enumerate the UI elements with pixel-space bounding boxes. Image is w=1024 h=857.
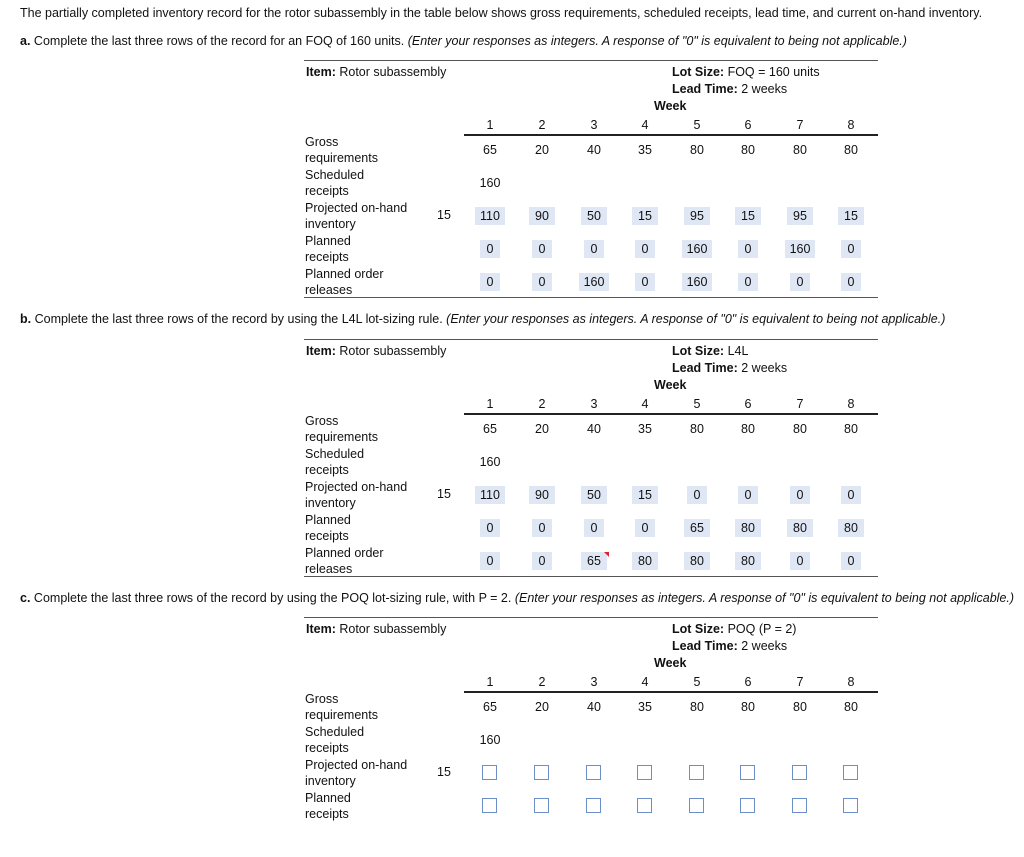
planned-receipts-input[interactable] <box>689 798 704 813</box>
lead-time-value: 2 weeks <box>741 639 788 653</box>
projected-on-hand-input[interactable] <box>740 765 755 780</box>
week-number: 3 <box>590 118 598 132</box>
week-number: 5 <box>693 397 701 411</box>
inventory-record <box>304 339 878 579</box>
inventory-record <box>304 617 878 857</box>
lead-time-value: 2 weeks <box>741 361 788 375</box>
row-label-line: Projected on-hand <box>305 201 408 215</box>
scheduled-receipts-cell: 160 <box>479 455 501 469</box>
planned-receipts-input[interactable] <box>534 798 549 813</box>
question-note: (Enter your responses as integers. A response of "0" is equivalent to being not applicable.) <box>514 591 1015 605</box>
planned-order-releases-cell[interactable]: 0 <box>480 273 500 291</box>
gross-requirements-cell: 40 <box>587 700 601 714</box>
gross-requirements-cell: 80 <box>793 422 807 436</box>
planned-receipts-input[interactable] <box>843 798 858 813</box>
item-header <box>306 344 446 358</box>
projected-on-hand-input[interactable] <box>534 765 549 780</box>
lot-size-label: Lot Size: <box>672 622 725 636</box>
planned-receipts-label <box>305 233 351 265</box>
row-label-line: Scheduled <box>305 725 365 739</box>
projected-on-hand-input[interactable] <box>637 765 652 780</box>
question-c <box>20 591 1014 605</box>
lot-size-value: FOQ = 160 units <box>727 65 820 79</box>
projected-on-hand-cell[interactable]: 110 <box>475 207 505 225</box>
row-label-line: requirements <box>305 430 378 444</box>
planned-receipts-cell[interactable]: 0 <box>480 519 500 537</box>
gross-requirements-cell: 65 <box>483 700 497 714</box>
week-number: 3 <box>590 397 598 411</box>
initial-on-hand: 15 <box>437 487 451 501</box>
projected-on-hand-cell[interactable]: 0 <box>841 486 861 504</box>
row-label-line: Gross <box>305 414 339 428</box>
planned-order-releases-cell[interactable]: 0 <box>532 552 552 570</box>
planned-order-releases-cell[interactable]: 80 <box>684 552 710 570</box>
question-label: c. <box>20 591 31 605</box>
planned-order-releases-cell[interactable]: 160 <box>579 273 609 291</box>
lead-time-label: Lead Time: <box>672 361 738 375</box>
lot-size-label: Lot Size: <box>672 344 725 358</box>
planned-receipts-cell[interactable]: 160 <box>682 240 712 258</box>
gross-requirements-cell: 80 <box>844 700 858 714</box>
lot-size-value: L4L <box>727 344 749 358</box>
week-number: 8 <box>847 118 855 132</box>
gross-requirements-cell: 35 <box>638 700 652 714</box>
planned-order-releases-cell[interactable]: 0 <box>635 273 655 291</box>
gross-requirements-label <box>305 691 378 723</box>
lot-size <box>672 622 796 636</box>
planned-receipts-cell[interactable]: 0 <box>635 519 655 537</box>
planned-order-releases-label <box>305 266 384 298</box>
projected-on-hand-cell[interactable]: 95 <box>684 207 710 225</box>
projected-on-hand-input[interactable] <box>689 765 704 780</box>
row-label-line: receipts <box>305 741 349 755</box>
projected-on-hand-input[interactable] <box>586 765 601 780</box>
projected-on-hand-cell[interactable]: 110 <box>475 486 505 504</box>
planned-order-releases-cell[interactable]: 0 <box>738 273 758 291</box>
row-label-line: Planned order <box>305 267 384 281</box>
gross-requirements-cell: 35 <box>638 143 652 157</box>
projected-on-hand-cell[interactable]: 15 <box>632 486 658 504</box>
planned-receipts-cell[interactable]: 65 <box>684 519 710 537</box>
row-label-line: requirements <box>305 151 378 165</box>
week-number: 5 <box>693 118 701 132</box>
projected-on-hand-label <box>305 200 407 232</box>
projected-on-hand-input[interactable] <box>843 765 858 780</box>
row-label-line: Projected on-hand <box>305 480 408 494</box>
item-header <box>306 65 446 79</box>
week-header: Week <box>654 656 687 670</box>
gross-requirements-cell: 80 <box>844 422 858 436</box>
planned-receipts-cell[interactable]: 0 <box>532 519 552 537</box>
question-label: b. <box>20 312 32 326</box>
planned-receipts-cell[interactable]: 80 <box>787 519 813 537</box>
week-rule <box>464 691 878 693</box>
week-number: 7 <box>796 675 804 689</box>
lead-time <box>672 639 787 653</box>
row-label-line: inventory <box>305 217 356 231</box>
gross-requirements-cell: 20 <box>535 422 549 436</box>
lead-time <box>672 82 787 96</box>
item-label: Item: <box>306 65 336 79</box>
gross-requirements-label <box>305 134 378 166</box>
row-label-line: Projected on-hand <box>305 758 408 772</box>
row-label-line: inventory <box>305 496 356 510</box>
scheduled-receipts-label <box>305 724 364 756</box>
week-number: 2 <box>538 397 546 411</box>
item-header <box>306 622 446 636</box>
scheduled-receipts-cell: 160 <box>479 176 501 190</box>
projected-on-hand-cell[interactable]: 15 <box>735 207 761 225</box>
planned-receipts-cell[interactable]: 80 <box>735 519 761 537</box>
question-b <box>20 312 945 326</box>
gross-requirements-cell: 35 <box>638 422 652 436</box>
week-number: 1 <box>486 397 494 411</box>
lead-time-label: Lead Time: <box>672 82 738 96</box>
planned-order-releases-cell[interactable]: 0 <box>841 552 861 570</box>
lot-size <box>672 65 820 79</box>
gross-requirements-cell: 80 <box>844 143 858 157</box>
row-label-line: Planned <box>305 234 351 248</box>
gross-requirements-cell: 40 <box>587 422 601 436</box>
projected-on-hand-cell[interactable]: 0 <box>790 486 810 504</box>
projected-on-hand-label <box>305 479 407 511</box>
gross-requirements-cell: 80 <box>741 143 755 157</box>
question-a <box>20 34 907 48</box>
planned-receipts-input[interactable] <box>586 798 601 813</box>
projected-on-hand-label <box>305 757 407 789</box>
planned-receipts-cell[interactable]: 160 <box>785 240 815 258</box>
row-label-line: Planned <box>305 513 351 527</box>
week-number: 5 <box>693 675 701 689</box>
row-label-line: Scheduled <box>305 447 365 461</box>
item-name: Rotor subassembly <box>339 65 447 79</box>
intro-text: The partially completed inventory record for the rotor subassembly in the table below shows gross requirements, scheduled receipts, lead time, and current on-hand inventory. <box>20 6 983 20</box>
planned-receipts-cell[interactable]: 0 <box>584 240 604 258</box>
question-label: a. <box>20 34 31 48</box>
week-number: 7 <box>796 397 804 411</box>
planned-order-releases-label <box>305 545 384 577</box>
error-flag-icon <box>604 552 609 557</box>
planned-receipts-cell[interactable]: 0 <box>480 240 500 258</box>
planned-receipts-cell[interactable]: 80 <box>838 519 864 537</box>
gross-requirements-label <box>305 413 378 445</box>
record-top-rule <box>304 60 878 61</box>
gross-requirements-cell: 80 <box>741 422 755 436</box>
inventory-record <box>304 60 878 300</box>
projected-on-hand-cell[interactable]: 0 <box>738 486 758 504</box>
planned-order-releases-cell[interactable]: 160 <box>682 273 712 291</box>
question-note: (Enter your responses as integers. A response of "0" is equivalent to being not applicable.) <box>407 34 907 48</box>
week-rule <box>464 134 878 136</box>
week-header: Week <box>654 378 687 392</box>
week-number: 8 <box>847 675 855 689</box>
lead-time-label: Lead Time: <box>672 639 738 653</box>
planned-receipts-input[interactable] <box>482 798 497 813</box>
planned-order-releases-cell[interactable]: 65 <box>581 552 607 570</box>
planned-receipts-cell[interactable]: 0 <box>584 519 604 537</box>
lead-time-value: 2 weeks <box>741 82 788 96</box>
projected-on-hand-input[interactable] <box>792 765 807 780</box>
lot-size-value: POQ (P = 2) <box>727 622 797 636</box>
planned-order-releases-cell[interactable]: 0 <box>841 273 861 291</box>
item-label: Item: <box>306 344 336 358</box>
initial-on-hand: 15 <box>437 765 451 779</box>
row-label-line: receipts <box>305 250 349 264</box>
lot-size <box>672 344 748 358</box>
gross-requirements-cell: 80 <box>690 422 704 436</box>
projected-on-hand-cell[interactable]: 90 <box>529 486 555 504</box>
planned-receipts-input[interactable] <box>792 798 807 813</box>
gross-requirements-cell: 80 <box>690 700 704 714</box>
row-label-line: Gross <box>305 692 339 706</box>
planned-receipts-cell[interactable]: 0 <box>635 240 655 258</box>
record-bottom-rule <box>304 297 878 298</box>
item-label: Item: <box>306 622 336 636</box>
planned-receipts-cell[interactable]: 0 <box>841 240 861 258</box>
question-text: Complete the last three rows of the record for an FOQ of 160 units. <box>33 34 405 48</box>
planned-order-releases-cell[interactable]: 0 <box>790 273 810 291</box>
week-rule <box>464 413 878 415</box>
planned-receipts-input[interactable] <box>740 798 755 813</box>
initial-on-hand: 15 <box>437 208 451 222</box>
row-label-line: receipts <box>305 807 349 821</box>
gross-requirements-cell: 80 <box>793 700 807 714</box>
planned-receipts-label <box>305 512 351 544</box>
gross-requirements-cell: 40 <box>587 143 601 157</box>
record-bottom-rule <box>304 576 878 577</box>
week-number: 3 <box>590 675 598 689</box>
record-top-rule <box>304 617 878 618</box>
gross-requirements-cell: 65 <box>483 143 497 157</box>
scheduled-receipts-label <box>305 446 364 478</box>
lead-time <box>672 361 787 375</box>
row-label-line: releases <box>305 562 353 576</box>
row-label-line: receipts <box>305 529 349 543</box>
projected-on-hand-cell[interactable]: 50 <box>581 207 607 225</box>
gross-requirements-cell: 20 <box>535 143 549 157</box>
planned-order-releases-cell[interactable]: 0 <box>790 552 810 570</box>
projected-on-hand-cell[interactable]: 0 <box>687 486 707 504</box>
week-number: 4 <box>641 675 649 689</box>
lot-size-label: Lot Size: <box>672 65 725 79</box>
item-name: Rotor subassembly <box>339 344 447 358</box>
week-header: Week <box>654 99 687 113</box>
question-text: Complete the last three rows of the record by using the L4L lot-sizing rule. <box>34 312 443 326</box>
projected-on-hand-cell[interactable]: 50 <box>581 486 607 504</box>
week-number: 6 <box>744 397 752 411</box>
week-number: 6 <box>744 118 752 132</box>
planned-receipts-cell[interactable]: 0 <box>738 240 758 258</box>
scheduled-receipts-cell: 160 <box>479 733 501 747</box>
planned-receipts-label <box>305 790 351 822</box>
gross-requirements-cell: 20 <box>535 700 549 714</box>
projected-on-hand-cell[interactable]: 90 <box>529 207 555 225</box>
row-label-line: Planned <box>305 791 351 805</box>
week-number: 1 <box>486 118 494 132</box>
item-name: Rotor subassembly <box>339 622 447 636</box>
planned-receipts-cell[interactable]: 0 <box>532 240 552 258</box>
week-number: 8 <box>847 397 855 411</box>
week-number: 7 <box>796 118 804 132</box>
planned-order-releases-cell[interactable]: 80 <box>632 552 658 570</box>
row-label-line: inventory <box>305 774 356 788</box>
record-top-rule <box>304 339 878 340</box>
scheduled-receipts-label <box>305 167 364 199</box>
planned-order-releases-cell[interactable]: 80 <box>735 552 761 570</box>
row-label-line: Planned order <box>305 546 384 560</box>
planned-order-releases-cell[interactable]: 0 <box>480 552 500 570</box>
projected-on-hand-cell[interactable]: 15 <box>632 207 658 225</box>
projected-on-hand-cell[interactable]: 15 <box>838 207 864 225</box>
row-label-line: Scheduled <box>305 168 365 182</box>
question-text: Complete the last three rows of the record by using the POQ lot-sizing rule, with P = 2. <box>33 591 512 605</box>
row-label-line: requirements <box>305 708 378 722</box>
gross-requirements-cell: 65 <box>483 422 497 436</box>
projected-on-hand-cell[interactable]: 95 <box>787 207 813 225</box>
week-number: 6 <box>744 675 752 689</box>
projected-on-hand-input[interactable] <box>482 765 497 780</box>
gross-requirements-cell: 80 <box>793 143 807 157</box>
gross-requirements-cell: 80 <box>741 700 755 714</box>
row-label-line: receipts <box>305 463 349 477</box>
gross-requirements-cell: 80 <box>690 143 704 157</box>
row-label-line: receipts <box>305 184 349 198</box>
week-number: 4 <box>641 118 649 132</box>
planned-order-releases-cell[interactable]: 0 <box>532 273 552 291</box>
week-number: 1 <box>486 675 494 689</box>
week-number: 2 <box>538 118 546 132</box>
week-number: 2 <box>538 675 546 689</box>
row-label-line: releases <box>305 283 353 297</box>
planned-receipts-input[interactable] <box>637 798 652 813</box>
row-label-line: Gross <box>305 135 339 149</box>
question-note: (Enter your responses as integers. A response of "0" is equivalent to being not applicable.) <box>446 312 946 326</box>
week-number: 4 <box>641 397 649 411</box>
